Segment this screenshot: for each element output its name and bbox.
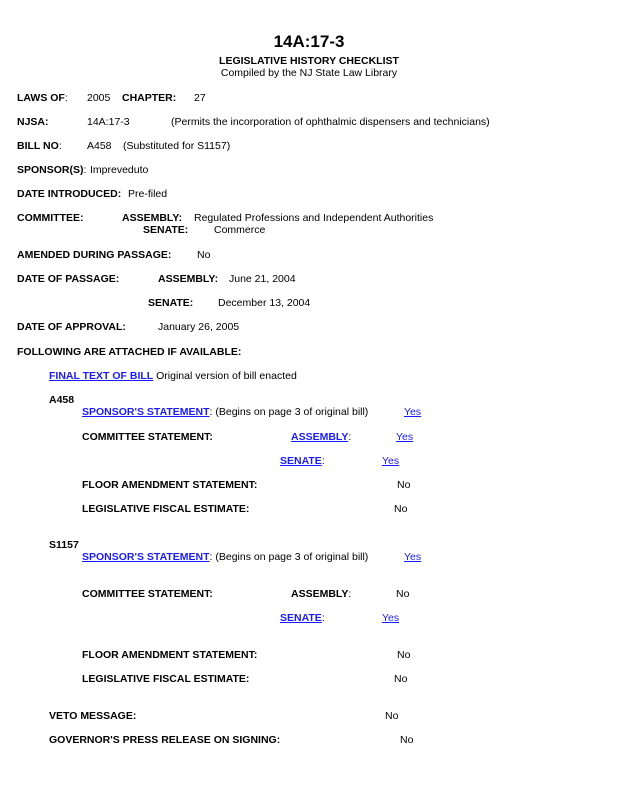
compiled-by: Compiled by the NJ State Law Library: [220, 67, 398, 79]
s1157-sponsors-statement-yes-link[interactable]: Yes: [404, 551, 422, 563]
a458-senate-colon: :: [321, 455, 325, 467]
bill-no-label: BILL NO: [17, 140, 59, 152]
veto-label: VETO MESSAGE:: [49, 710, 137, 722]
date-of-passage-label: DATE OF PASSAGE:: [17, 273, 120, 285]
laws-of-row: [17, 92, 68, 104]
date-of-approval-value: January 26, 2005: [158, 321, 240, 333]
laws-of-label: LAWS OF: [17, 92, 65, 104]
page-subtitle: LEGISLATIVE HISTORY CHECKLIST: [219, 55, 399, 67]
a458-senate-link[interactable]: SENATE: [280, 455, 322, 467]
a458-fiscal-label: LEGISLATIVE FISCAL ESTIMATE:: [82, 503, 250, 515]
s1157-sponsors-statement-row: [82, 551, 368, 563]
laws-of-year: 2005: [87, 92, 111, 104]
s1157-committee-label: COMMITTEE STATEMENT:: [82, 588, 213, 600]
committee-assembly-label: ASSEMBLY:: [122, 212, 183, 224]
a458-heading: A458: [49, 394, 75, 406]
date-of-approval-label: DATE OF APPROVAL:: [17, 321, 126, 333]
final-text-note: Original version of bill enacted: [156, 370, 297, 382]
amended-value: No: [197, 249, 211, 261]
sponsors-colon: :: [83, 164, 87, 176]
s1157-sponsors-statement-note: : (Begins on page 3 of original bill): [209, 551, 369, 563]
njsa-label: NJSA:: [17, 116, 49, 128]
a458-fiscal-value: No: [394, 503, 408, 515]
s1157-heading: S1157: [49, 539, 79, 551]
chapter-label: CHAPTER:: [122, 92, 177, 104]
sponsors-value: Impreveduto: [90, 164, 149, 176]
sponsors-label: SPONSOR(S): [17, 164, 84, 176]
committee-assembly-value: Regulated Professions and Independent Authorities: [194, 212, 434, 224]
bill-no-value: A458: [87, 140, 112, 152]
final-text-row: [49, 370, 297, 382]
laws-of-colon: :: [64, 92, 68, 104]
s1157-senate-row: [280, 612, 325, 624]
attached-heading: FOLLOWING ARE ATTACHED IF AVAILABLE:: [17, 346, 242, 358]
date-introduced-value: Pre-filed: [128, 188, 168, 200]
passage-assembly-value: June 21, 2004: [229, 273, 296, 285]
s1157-senate-link[interactable]: SENATE: [280, 612, 322, 624]
bill-no-row: [17, 140, 62, 152]
a458-sponsors-statement-yes-link[interactable]: Yes: [404, 406, 422, 418]
s1157-senate-colon: :: [321, 612, 325, 624]
s1157-fiscal-value: No: [394, 673, 408, 685]
page-title: 14A:17-3: [273, 32, 345, 51]
bill-no-colon: :: [58, 140, 62, 152]
a458-assembly-row: [291, 431, 351, 443]
a458-assembly-link[interactable]: ASSEMBLY: [291, 431, 349, 443]
s1157-assembly-value: No: [396, 588, 410, 600]
sponsors-row: [17, 164, 86, 176]
amended-label: AMENDED DURING PASSAGE:: [17, 249, 172, 261]
s1157-fiscal-label: LEGISLATIVE FISCAL ESTIMATE:: [82, 673, 250, 685]
s1157-assembly-label: ASSEMBLY: [291, 588, 349, 600]
press-release-label: GOVERNOR'S PRESS RELEASE ON SIGNING:: [49, 734, 281, 746]
a458-sponsors-statement-row: [82, 406, 368, 418]
final-text-link[interactable]: FINAL TEXT OF BILL: [49, 370, 154, 382]
s1157-assembly-colon: :: [348, 588, 352, 600]
date-introduced-label: DATE INTRODUCED:: [17, 188, 122, 200]
a458-assembly-yes-link[interactable]: Yes: [396, 431, 414, 443]
a458-floor-label: FLOOR AMENDMENT STATEMENT:: [82, 479, 258, 491]
njsa-code: 14A:17-3: [87, 116, 130, 128]
s1157-sponsors-statement-link[interactable]: SPONSOR'S STATEMENT: [82, 551, 210, 563]
a458-committee-label: COMMITTEE STATEMENT:: [82, 431, 213, 443]
njsa-description: (Permits the incorporation of ophthalmic dispensers and technicians): [171, 116, 490, 128]
a458-sponsors-statement-link[interactable]: SPONSOR'S STATEMENT: [82, 406, 210, 418]
passage-assembly-label: ASSEMBLY:: [158, 273, 219, 285]
committee-label: COMMITTEE:: [17, 212, 84, 224]
bill-no-note: (Substituted for S1157): [123, 140, 231, 152]
s1157-senate-yes-link[interactable]: Yes: [382, 612, 400, 624]
a458-senate-yes-link[interactable]: Yes: [382, 455, 400, 467]
a458-sponsors-statement-note: : (Begins on page 3 of original bill): [209, 406, 369, 418]
passage-senate-value: December 13, 2004: [218, 297, 311, 309]
press-release-value: No: [400, 734, 414, 746]
passage-senate-label: SENATE:: [148, 297, 194, 309]
committee-senate-value: Commerce: [214, 224, 266, 236]
s1157-floor-label: FLOOR AMENDMENT STATEMENT:: [82, 649, 258, 661]
a458-assembly-colon: :: [348, 431, 352, 443]
committee-senate-label: SENATE:: [143, 224, 189, 236]
s1157-floor-value: No: [397, 649, 411, 661]
chapter-value: 27: [194, 92, 206, 104]
s1157-assembly-row: [291, 588, 351, 600]
veto-value: No: [385, 710, 399, 722]
a458-senate-row: [280, 455, 325, 467]
a458-floor-value: No: [397, 479, 411, 491]
